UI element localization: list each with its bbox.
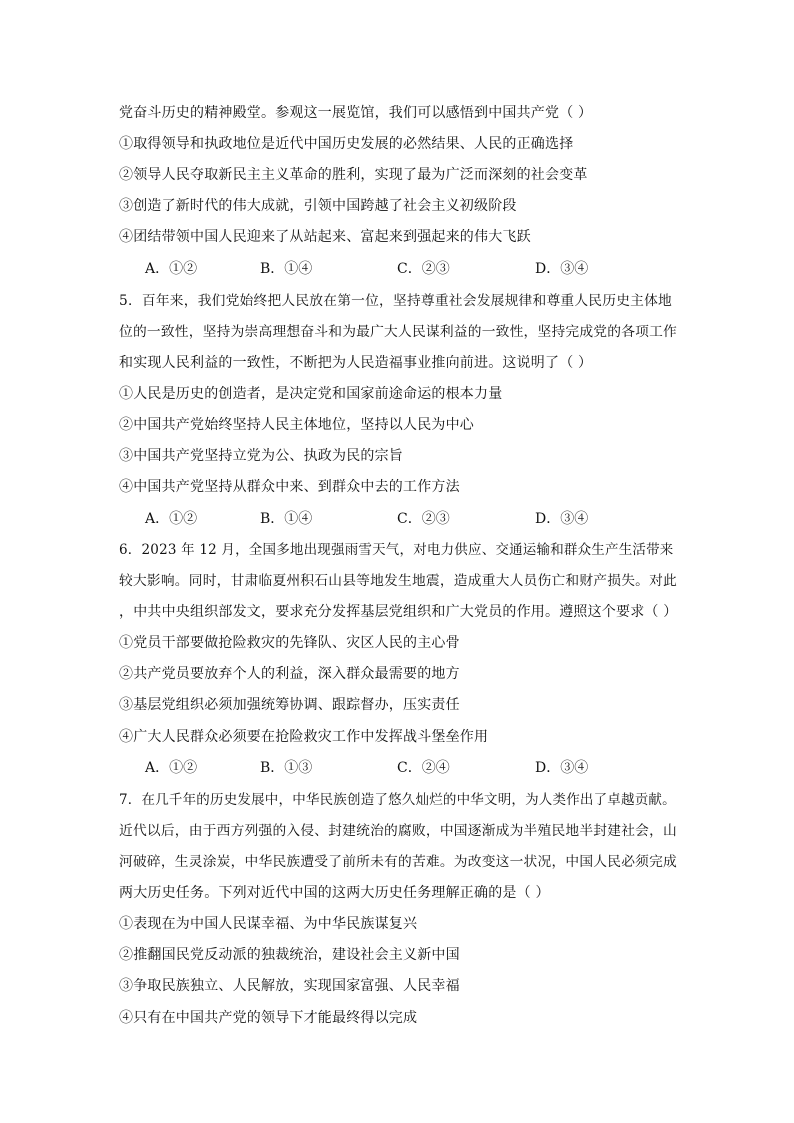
question-7-item-2: ②推翻国民党反动派的独裁统治，建设社会主义新中国 xyxy=(119,947,460,963)
question-4-option-b: B．①④ xyxy=(260,261,313,277)
question-7-stem-line-1: 7．在几千年的历史发展中，中华民族创造了悠久灿烂的中华文明，为人类作出了卓越贡献。 xyxy=(119,792,676,808)
question-5-stem-line-1: 5．百年来，我们党始终把人民放在第一位，坚持尊重社会发展规律和尊重人民历史主体地 xyxy=(119,293,673,309)
question-5-option-a: A．①② xyxy=(145,511,198,527)
question-6-item-4: ④广大人民群众必须要在抢险救灾工作中发挥战斗堡垒作用 xyxy=(119,729,489,745)
question-5-stem-line-2: 位的一致性，坚持为崇高理想奋斗和为最广大人民谋利益的一致性，坚持完成党的各项工作 xyxy=(119,324,678,340)
question-6-option-d: D．③④ xyxy=(535,760,589,776)
question-5-option-b: B．①④ xyxy=(260,511,313,527)
question-4-stem: 党奋斗历史的精神殿堂。参观这一展览馆，我们可以感悟到中国共产党（ ） xyxy=(119,105,593,121)
question-5-item-2: ②中国共产党始终坚持人民主体地位，坚持以人民为中心 xyxy=(119,417,474,433)
question-7-item-4: ④只有在中国共产党的领导下才能最终得以完成 xyxy=(119,1010,418,1026)
question-4-item-2: ②领导人民夺取新民主主义革命的胜利，实现了最为广泛而深刻的社会变革 xyxy=(119,167,588,183)
question-7-stem-line-4: 两大历史任务。下列对近代中国的这两大历史任务理解正确的是（ ） xyxy=(119,885,550,901)
question-5-item-4: ④中国共产党坚持从群众中来、到群众中去的工作方法 xyxy=(119,479,460,495)
question-4-item-3: ③创造了新时代的伟大成就，引领中国跨越了社会主义初级阶段 xyxy=(119,198,517,214)
question-7-stem-line-2: 近代以后，由于西方列强的入侵、封建统治的腐败，中国逐渐成为半殖民地半封建社会，山 xyxy=(119,823,678,839)
question-4-option-c: C．②③ xyxy=(397,261,450,277)
question-5-option-d: D．③④ xyxy=(535,511,589,527)
question-5-stem-line-3: 和实现人民利益的一致性，不断把为人民造福事业推向前进。这说明了（ ） xyxy=(119,355,593,371)
question-7-stem-line-3: 河破碎，生灵涂炭，中华民族遭受了前所未有的苦难。为改变这一状况，中国人民必须完成 xyxy=(119,854,678,870)
question-6-option-a: A．①② xyxy=(145,760,198,776)
question-5-item-3: ③中国共产党坚持立党为公、执政为民的宗旨 xyxy=(119,448,403,464)
question-6-item-1: ①党员干部要做抢险救灾的先锋队、灾区人民的主心骨 xyxy=(119,635,460,651)
question-6-option-b: B．①③ xyxy=(260,760,313,776)
question-5-item-1: ①人民是历史的创造者，是决定党和国家前途命运的根本力量 xyxy=(119,386,503,402)
question-7-item-3: ③争取民族独立、人民解放，实现国家富强、人民幸福 xyxy=(119,978,460,994)
question-6-item-2: ②共产党员要放弃个人的利益，深入群众最需要的地方 xyxy=(119,666,460,682)
question-6-item-3: ③基层党组织必须加强统筹协调、跟踪督办，压实责任 xyxy=(119,697,460,713)
question-4-option-d: D．③④ xyxy=(535,261,589,277)
question-7-item-1: ①表现在为中国人民谋幸福、为中华民族谋复兴 xyxy=(119,916,418,932)
question-6-option-c: C．②④ xyxy=(397,760,450,776)
question-5-options xyxy=(145,509,645,529)
question-6-stem-line-2: 较大影响。同时，甘肃临夏州积石山县等地发生地震，造成重大人员伤亡和财产损失。对此 xyxy=(119,573,678,589)
question-4-options xyxy=(145,259,645,279)
question-5-option-c: C．②③ xyxy=(397,511,450,527)
question-4-item-4: ④团结带领中国人民迎来了从站起来、富起来到强起来的伟大飞跃 xyxy=(119,229,531,245)
question-4-item-1: ①取得领导和执政地位是近代中国历史发展的必然结果、人民的正确选择 xyxy=(119,136,574,152)
question-4-option-a: A．①② xyxy=(145,261,198,277)
question-6-stem-line-1: 6．2023 年 12 月，全国多地出现强雨雪天气，对电力供应、交通运输和群众生产生活带来 xyxy=(119,542,674,558)
question-6-options xyxy=(145,758,645,778)
question-6-stem-line-3: ，中共中央组织部发文，要求充分发挥基层党组织和广大党员的作用。遵照这个要求（ ） xyxy=(119,604,678,620)
